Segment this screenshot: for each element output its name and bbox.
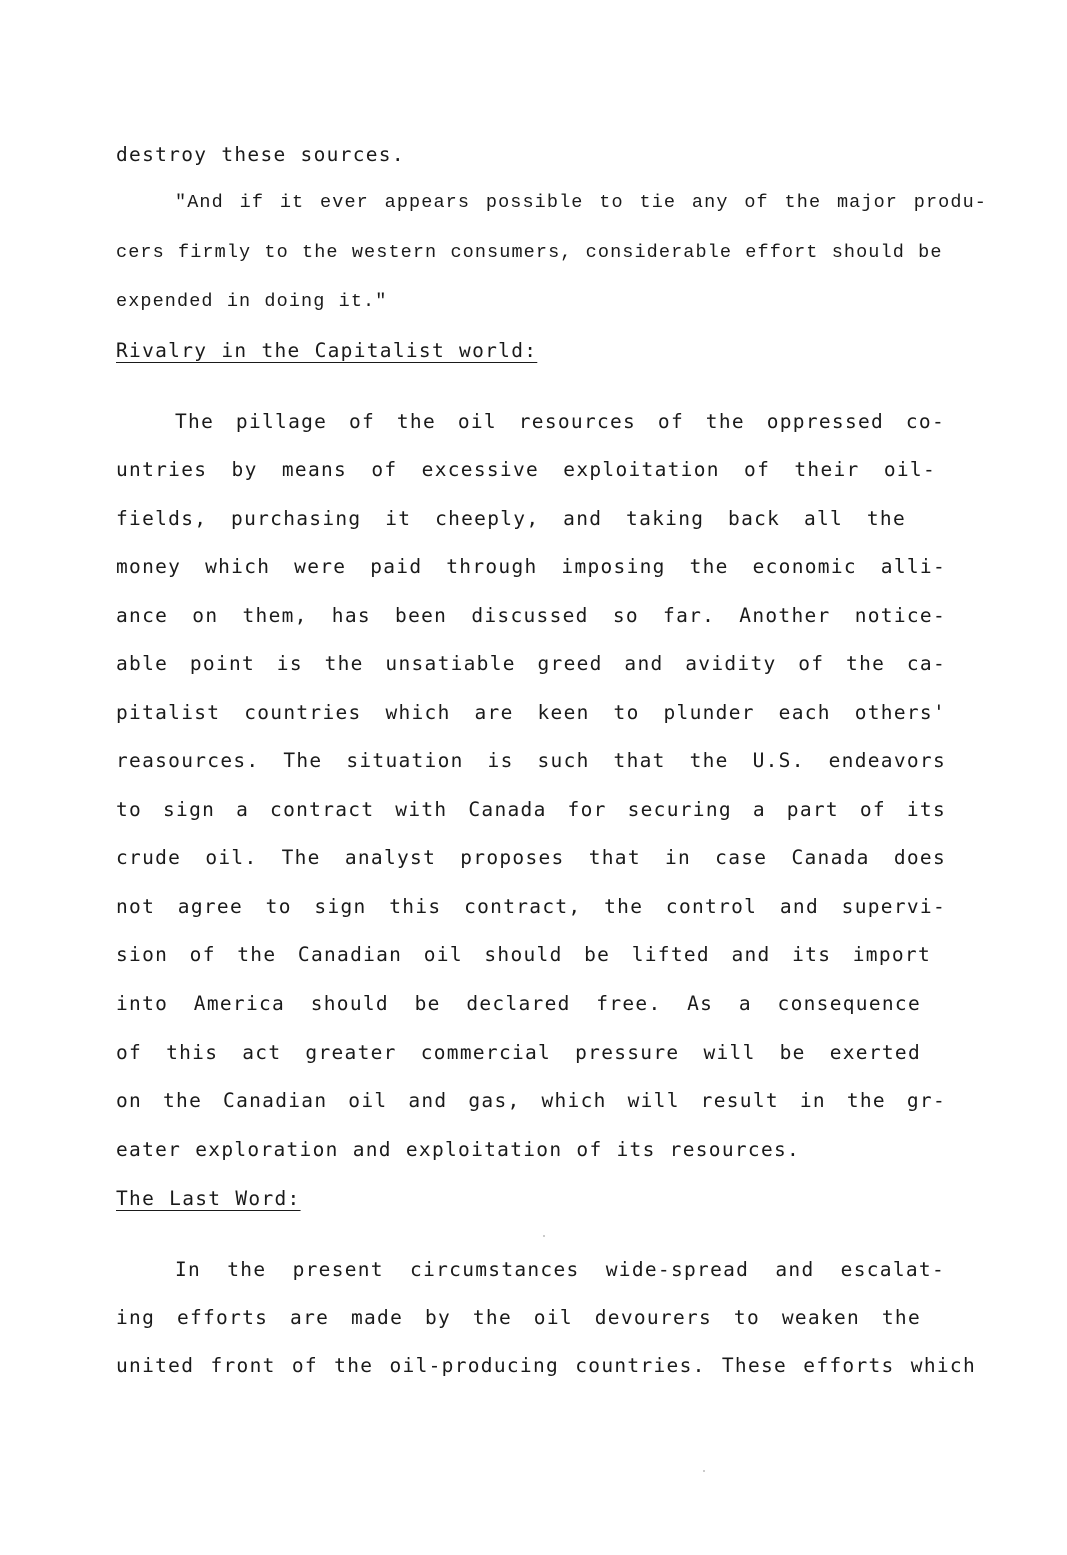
scan-speck bbox=[543, 1235, 545, 1237]
body-line: eater exploration and exploitation of its resources. bbox=[116, 1138, 801, 1161]
body-line: on the Canadian oil and gas, which will result in the gr- bbox=[116, 1089, 946, 1112]
section-heading-rivalry: Rivalry in the Capitalist world: bbox=[116, 339, 538, 362]
body-line: to sign a contract with Canada for securing a part of its bbox=[116, 798, 946, 821]
body-line: money which were paid through imposing the economic alli- bbox=[116, 555, 946, 578]
body-line: In the present circumstances wide-spread and escalat- bbox=[175, 1258, 945, 1281]
body-line: into America should be declared free. As a consequence bbox=[116, 992, 921, 1015]
body-line: able point is the unsatiable greed and avidity of the ca- bbox=[116, 652, 946, 675]
body-line: sion of the Canadian oil should be lifted and its import bbox=[116, 943, 931, 966]
opening-line: destroy these sources. bbox=[116, 143, 405, 166]
body-line: untries by means of excessive exploitation of their oil- bbox=[116, 458, 936, 481]
quote-line-2: cers firmly to the western consumers, considerable effort should be bbox=[116, 242, 943, 263]
body-line: The pillage of the oil resources of the oppressed co- bbox=[175, 410, 945, 433]
body-line: crude oil. The analyst proposes that in case Canada does bbox=[116, 846, 946, 869]
body-line: not agree to sign this contract, the control and supervi- bbox=[116, 895, 946, 918]
body-line: ing efforts are made by the oil devourers to weaken the bbox=[116, 1306, 921, 1329]
body-line: united front of the oil-producing countries. These efforts which bbox=[116, 1354, 976, 1377]
body-line: reasources. The situation is such that the U.S. endeavors bbox=[116, 749, 946, 772]
body-line: of this act greater commercial pressure will be exerted bbox=[116, 1041, 921, 1064]
quote-line-3: expended in doing it." bbox=[116, 291, 388, 312]
scan-speck bbox=[703, 1470, 705, 1472]
body-line: pitalist countries which are keen to plunder each others' bbox=[116, 701, 946, 724]
section-heading-last-word: The Last Word: bbox=[116, 1187, 301, 1210]
body-line: ance on them, has been discussed so far. Another notice- bbox=[116, 604, 946, 627]
quote-line-1: "And if it ever appears possible to tie any of the major produ- bbox=[175, 192, 987, 213]
body-line: fields, purchasing it cheeply, and taking back all the bbox=[116, 507, 906, 530]
